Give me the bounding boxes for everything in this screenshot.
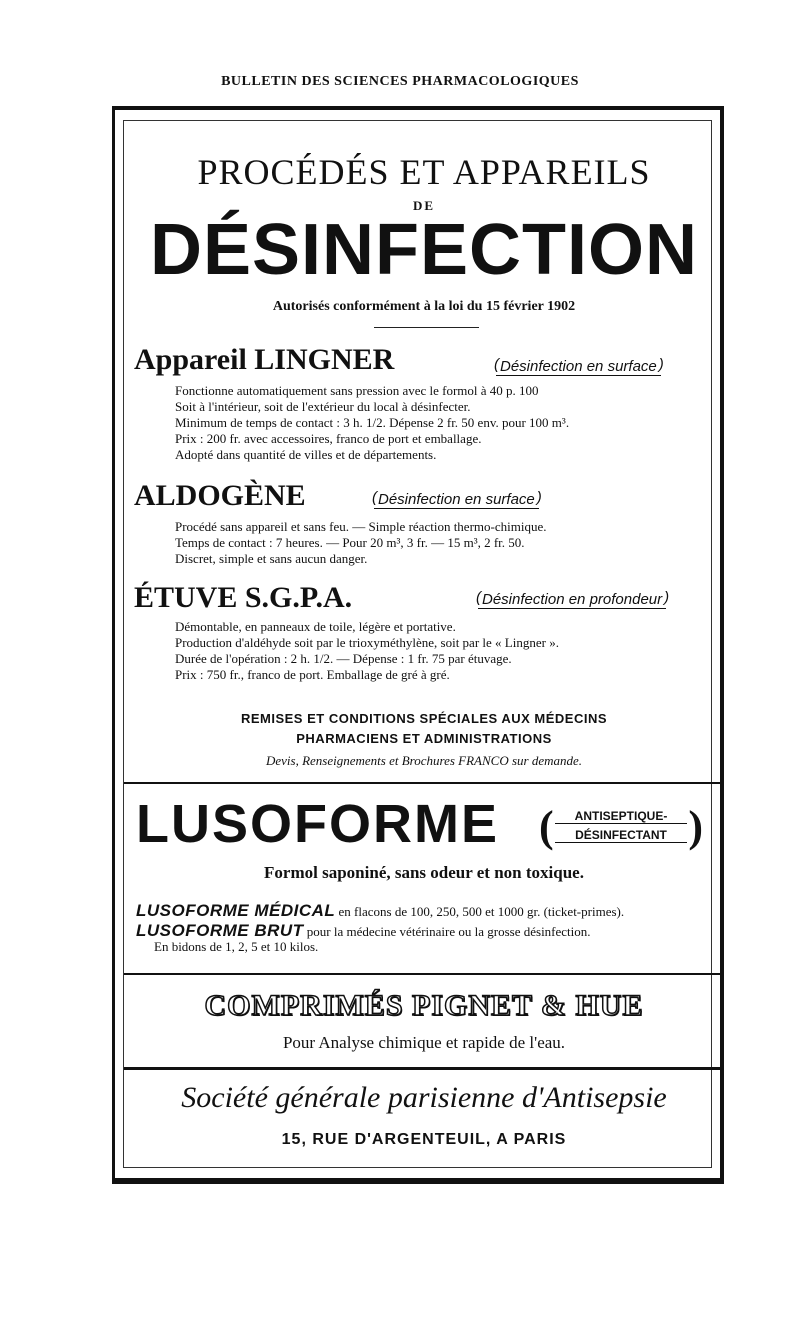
advertisement-inner-border <box>123 120 712 1168</box>
lusoforme-medical <box>136 901 624 921</box>
title-line-1: PROCÉDÉS ET APPAREILS <box>197 152 651 192</box>
lusoforme-medical-text: en flacons de 100, 250, 500 et 1000 gr. (ticket-primes). <box>338 904 625 919</box>
lusoforme-tag <box>537 803 705 853</box>
divider <box>124 1067 724 1070</box>
etuve-subtitle: ( Désinfection en profondeur ) <box>478 589 666 608</box>
lusoforme-medical-name: LUSOFORME MÉDICAL <box>136 901 336 920</box>
lusoforme-tag-1: ANTISEPTIQUE- <box>555 803 687 824</box>
etuve-line: Prix : 750 fr., franco de port. Emballage de gré à gré. <box>175 667 450 682</box>
lusoforme-heading: LUSOFORME <box>136 794 499 854</box>
lingner-subtitle: ( Désinfection en surface ) <box>496 356 661 375</box>
aldogene-line: Temps de contact : 7 heures. — Pour 20 m³, 3 fr. — 15 m³, 2 fr. 50. <box>175 535 525 550</box>
devis-line: Devis, Renseignements et Brochures FRANCO sur demande. <box>265 753 583 768</box>
remises-line-1: REMISES ET CONDITIONS SPÉCIALES AUX MÉDECINS <box>240 711 608 726</box>
lingner-line: Adopté dans quantité de villes et de départements. <box>175 447 437 462</box>
etuve-description <box>175 619 559 683</box>
aldogene-description <box>175 519 546 567</box>
etuve-line: Durée de l'opération : 2 h. 1/2. — Dépense : 1 fr. 75 par étuvage. <box>175 651 512 666</box>
societe-name: Société générale parisienne d'Antisepsie <box>181 1081 667 1114</box>
open-paren: ( <box>539 802 554 851</box>
etuve-line: Production d'aldéhyde soit par le trioxyméthylène, soit par le « Lingner ». <box>175 635 559 650</box>
aldogene-line: Procédé sans appareil et sans feu. — Simple réaction thermo-chimique. <box>175 519 547 534</box>
lusoforme-tag-2: DÉSINFECTANT <box>555 828 687 843</box>
divider <box>124 973 724 975</box>
comprimes-text: Pour Analyse chimique et rapide de l'eau. <box>282 1033 566 1052</box>
running-head: BULLETIN DES SCIENCES PHARMACOLOGIQUES <box>221 74 579 89</box>
authorized-notice: Autorisés conformément à la loi du 15 février 1902 <box>272 299 576 314</box>
divider <box>124 782 724 784</box>
lingner-description <box>175 383 569 463</box>
lusoforme-brut-text: pour la médecine vétérinaire ou la grosse désinfection. <box>306 924 591 939</box>
lingner-heading: Appareil LINGNER <box>134 343 395 376</box>
title-desinfection: DÉSINFECTION <box>149 210 699 290</box>
close-paren: ) <box>688 802 703 851</box>
comprimes-heading: COMPRIMÉS PIGNET & HUE <box>204 989 644 1022</box>
lingner-line: Fonctionne automatiquement sans pression avec le formol à 40 p. 100 <box>175 383 539 398</box>
lingner-line: Prix : 200 fr. avec accessoires, franco de port et emballage. <box>175 431 482 446</box>
lusoforme-bidons: En bidons de 1, 2, 5 et 10 kilos. <box>154 939 319 954</box>
lusoforme-tagline: Formol saponiné, sans odeur et non toxique. <box>264 863 584 882</box>
aldogene-line: Discret, simple et sans aucun danger. <box>175 551 368 566</box>
lingner-line: Soit à l'intérieur, soit de l'extérieur du local à désinfecter. <box>175 399 471 414</box>
remises-line-2: PHARMACIENS ET ADMINISTRATIONS <box>296 731 552 746</box>
lusoforme-brut-name: LUSOFORME BRUT <box>136 921 304 940</box>
etuve-heading: ÉTUVE S.G.P.A. <box>134 581 353 614</box>
divider-short <box>374 327 479 328</box>
etuve-line: Démontable, en panneaux de toile, légère et portative. <box>175 619 456 634</box>
lingner-line: Minimum de temps de contact : 3 h. 1/2. Dépense 2 fr. 50 env. pour 100 m³. <box>175 415 570 430</box>
aldogene-subtitle: ( Désinfection en surface ) <box>374 489 539 508</box>
lusoforme-brut <box>136 921 591 941</box>
advertisement-frame <box>112 106 724 1184</box>
societe-address: 15, RUE D'ARGENTEUIL, A PARIS <box>281 1131 567 1148</box>
aldogene-heading: ALDOGÈNE <box>134 479 306 512</box>
title-line-2: DE <box>412 198 436 213</box>
